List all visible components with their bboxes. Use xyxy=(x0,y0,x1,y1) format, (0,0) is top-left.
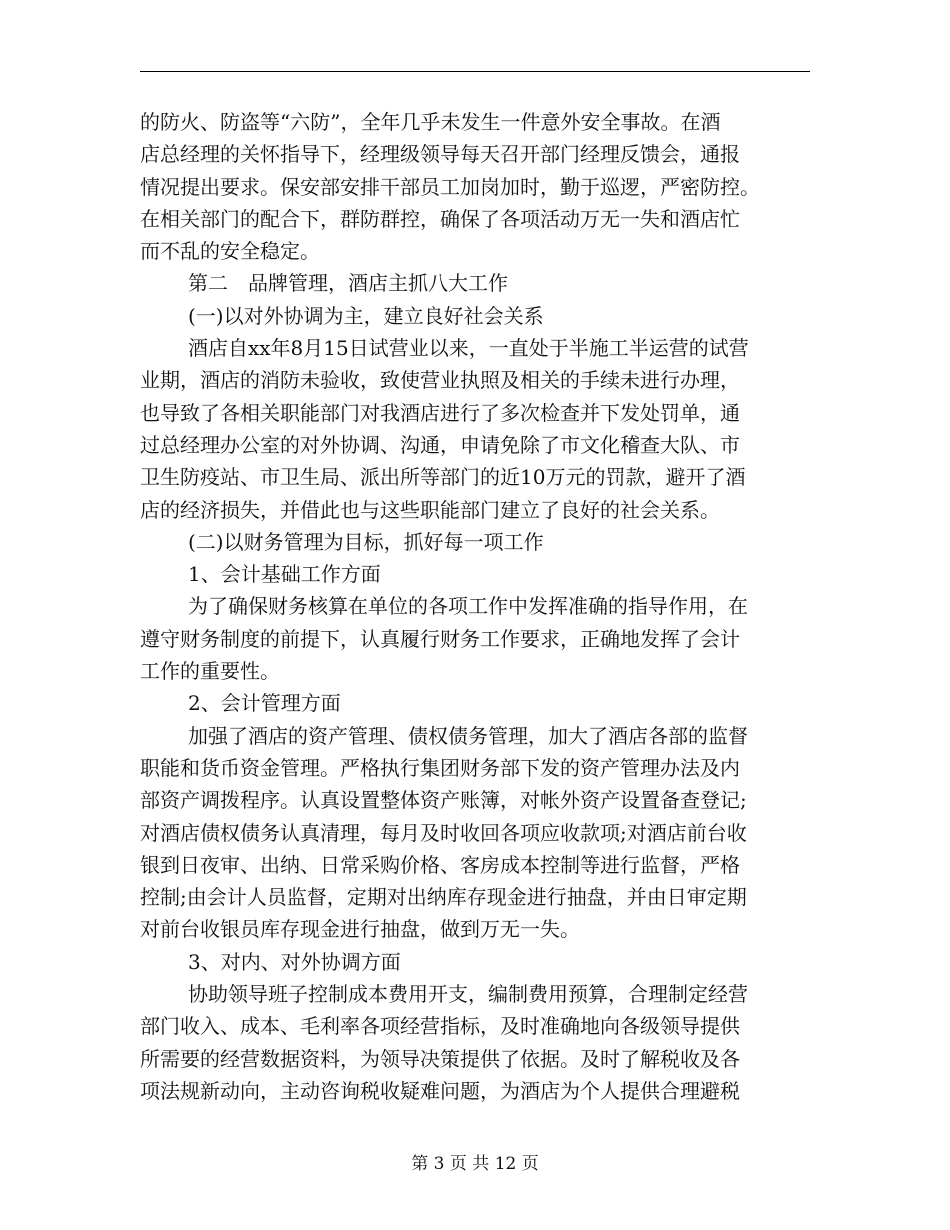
body-text-line: 店的经济损失，并借此也与这些职能部门建立了良好的社会关系。 xyxy=(140,497,720,522)
paragraph-first-line: 酒店自xx年8月15日试营业以来，一直处于半施工半运营的试营 xyxy=(188,336,749,361)
body-text-line: 职能和货币资金管理。严格执行集团财务部下发的资产管理办法及内 xyxy=(140,755,740,780)
body-text-line: 所需要的经营数据资料，为领导决策提供了依据。及时了解税收及各 xyxy=(140,1046,740,1071)
body-text-line: 对前台收银员库存现金进行抽盘，做到万无一失。 xyxy=(140,917,580,942)
body-text-line: 遵守财务制度的前提下，认真履行财务工作要求，正确地发挥了会计 xyxy=(140,626,740,651)
subsection-heading: (一)以对外协调为主，建立良好社会关系 xyxy=(188,303,544,328)
subsection-heading: (二)以财务管理为目标，抓好每一项工作 xyxy=(188,529,544,554)
body-text-line: 项法规新动向，主动咨询税收疑难问题，为酒店为个人提供合理避税 xyxy=(140,1078,740,1103)
item-heading: 1、会计基础工作方面 xyxy=(188,562,381,587)
paragraph-first-line: 协助领导班子控制成本费用开支，编制费用预算，合理制定经营 xyxy=(188,982,748,1007)
item-heading: 3、对内、对外协调方面 xyxy=(188,949,401,974)
body-text-line: 部门收入、成本、毛利率各项经营指标，及时准确地向各级领导提供 xyxy=(140,1014,740,1039)
header-rule xyxy=(140,71,810,72)
document-body xyxy=(140,106,812,1107)
body-text-line: 银到日夜审、出纳、日常采购价格、客房成本控制等进行监督，严格 xyxy=(140,852,740,877)
body-text-line: 也导致了各相关职能部门对我酒店进行了多次检查并下发处罚单，通 xyxy=(140,400,740,425)
paragraph-first-line: 加强了酒店的资产管理、债权债务管理，加大了酒店各部的监督 xyxy=(188,723,748,748)
body-text-line: 情况提出要求。保安部安排干部员工加岗加时，勤于巡逻，严密防控。 xyxy=(140,174,760,199)
body-text-line: 在相关部门的配合下，群防群控，确保了各项活动万无一失和酒店忙 xyxy=(140,206,740,231)
body-text-line: 工作的重要性。 xyxy=(140,659,280,684)
body-text-line: 业期，酒店的消防未验收，致使营业执照及相关的手续未进行办理， xyxy=(140,368,740,393)
body-text-line: 而不乱的安全稳定。 xyxy=(140,239,320,264)
item-heading: 2、会计管理方面 xyxy=(188,691,341,716)
page-number-footer: 第 3 页 共 12 页 xyxy=(411,1154,539,1174)
body-text-line: 对酒店债权债务认真清理，每月及时收回各项应收款项;对酒店前台收 xyxy=(140,820,747,845)
body-text-line: 店总经理的关怀指导下，经理级领导每天召开部门经理反馈会，通报 xyxy=(140,142,740,167)
body-text-line: 控制;由会计人员监督，定期对出纳库存现金进行抽盘，并由日审定期 xyxy=(140,885,747,910)
body-text-line: 过总经理办公室的对外协调、沟通，申请免除了市文化稽查大队、市 xyxy=(140,432,740,457)
body-text-line: 卫生防疫站、市卫生局、派出所等部门的近10万元的罚款，避开了酒 xyxy=(140,465,746,490)
body-text-line: 部资产调拨程序。认真设置整体资产账簿，对帐外资产设置备查登记; xyxy=(140,788,747,813)
section-heading: 第二 品牌管理，酒店主抓八大工作 xyxy=(188,271,508,296)
paragraph-first-line: 为了确保财务核算在单位的各项工作中发挥准确的指导作用，在 xyxy=(188,594,748,619)
body-text-line: 的防火、防盗等“六防”，全年几乎未发生一件意外安全事故。在酒 xyxy=(140,110,721,134)
